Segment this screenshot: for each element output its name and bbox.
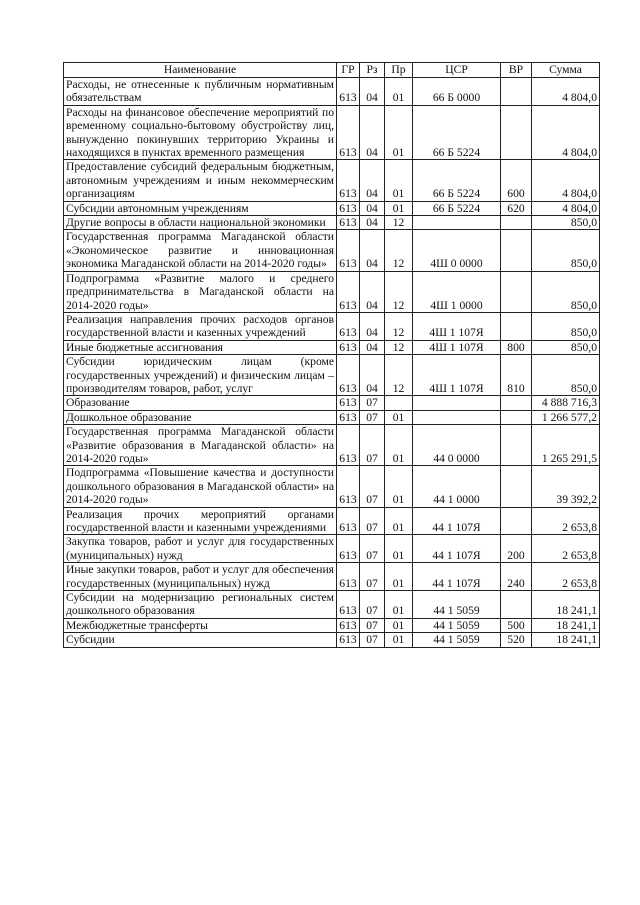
cell-pr: 01 [385,507,413,535]
table-row [64,230,600,271]
table-row [64,618,600,632]
cell-name: Расходы на финансовое обеспечение мероприятий по временному социально-бытовому обустройству лиц, вынужденно покинувших территорию Украины и находящихся в пунктах временного размещения [64,105,337,160]
cell-rz: 07 [360,535,385,563]
cell-gr: 613 [337,563,360,591]
cell-pr: 01 [385,201,413,215]
header-row [64,63,600,78]
header-name: Наименование [64,63,337,78]
cell-vr [501,271,532,312]
table-body [64,78,600,648]
cell-pr: 01 [385,78,413,106]
cell-rz: 04 [360,78,385,106]
cell-csr [413,410,501,424]
cell-gr: 613 [337,618,360,632]
cell-gr: 613 [337,425,360,466]
table-row [64,425,600,466]
cell-vr: 240 [501,563,532,591]
cell-sum: 850,0 [532,230,600,271]
table-row [64,633,600,647]
cell-gr: 613 [337,312,360,340]
cell-sum: 850,0 [532,271,600,312]
cell-gr: 613 [337,410,360,424]
table-row [64,216,600,230]
cell-csr: 4Ш 0 0000 [413,230,501,271]
cell-vr [501,216,532,230]
header-vr: ВР [501,63,532,78]
table-row [64,105,600,160]
cell-vr: 200 [501,535,532,563]
cell-csr: 44 1 5059 [413,633,501,647]
cell-csr: 4Ш 1 107Я [413,355,501,396]
cell-rz: 04 [360,312,385,340]
cell-vr [501,312,532,340]
cell-vr [501,105,532,160]
cell-vr: 800 [501,340,532,354]
cell-sum: 850,0 [532,216,600,230]
cell-rz: 07 [360,410,385,424]
cell-rz: 07 [360,507,385,535]
cell-pr: 01 [385,105,413,160]
cell-name: Подпрограмма «Повышение качества и доступности дошкольного образования в Магаданской области» на 2014-2020 годы» [64,466,337,507]
table-row [64,355,600,396]
cell-name: Государственная программа Магаданской области «Развитие образования в Магаданской области» на 2014-2020 годы» [64,425,337,466]
cell-rz: 04 [360,160,385,201]
cell-name: Государственная программа Магаданской области «Экономическое развитие и инновационная экономика Магаданской области на 2014-2020 годы» [64,230,337,271]
header-gr: ГР [337,63,360,78]
table-row [64,78,600,106]
cell-pr: 12 [385,216,413,230]
cell-pr: 01 [385,591,413,619]
cell-vr [501,425,532,466]
cell-pr: 01 [385,618,413,632]
cell-sum: 18 241,1 [532,633,600,647]
cell-gr: 613 [337,216,360,230]
cell-csr [413,216,501,230]
cell-vr: 500 [501,618,532,632]
cell-gr: 613 [337,160,360,201]
cell-pr: 01 [385,425,413,466]
cell-vr: 520 [501,633,532,647]
table-header [64,63,600,78]
cell-sum: 1 266 577,2 [532,410,600,424]
cell-rz: 07 [360,563,385,591]
cell-csr: 66 Б 5224 [413,201,501,215]
cell-csr: 4Ш 1 107Я [413,312,501,340]
cell-sum: 39 392,2 [532,466,600,507]
table-row [64,160,600,201]
cell-name: Межбюджетные трансферты [64,618,337,632]
cell-gr: 613 [337,230,360,271]
cell-sum: 1 265 291,5 [532,425,600,466]
cell-gr: 613 [337,633,360,647]
cell-vr: 810 [501,355,532,396]
cell-sum: 4 804,0 [532,160,600,201]
cell-pr: 12 [385,340,413,354]
cell-csr: 44 1 0000 [413,466,501,507]
budget-table [63,62,600,648]
cell-name: Субсидии юридическим лицам (кроме государственных учреждений) и физическим лицам – производителям товаров, работ, услуг [64,355,337,396]
cell-name: Другие вопросы в области национальной экономики [64,216,337,230]
table-row [64,507,600,535]
cell-csr: 44 1 5059 [413,591,501,619]
cell-pr: 01 [385,410,413,424]
cell-csr: 44 1 107Я [413,535,501,563]
cell-sum: 2 653,8 [532,535,600,563]
cell-name: Закупка товаров, работ и услуг для государственных (муниципальных) нужд [64,535,337,563]
cell-name: Иные закупки товаров, работ и услуг для обеспечения государственных (муниципальных) нужд [64,563,337,591]
cell-rz: 04 [360,216,385,230]
cell-pr: 12 [385,355,413,396]
cell-rz: 07 [360,425,385,466]
cell-vr [501,591,532,619]
cell-rz: 04 [360,230,385,271]
cell-csr: 4Ш 1 107Я [413,340,501,354]
cell-sum: 18 241,1 [532,618,600,632]
cell-sum: 2 653,8 [532,507,600,535]
cell-rz: 07 [360,618,385,632]
header-rz: Рз [360,63,385,78]
cell-pr: 01 [385,563,413,591]
cell-pr: 01 [385,633,413,647]
cell-vr [501,466,532,507]
cell-csr: 44 0 0000 [413,425,501,466]
cell-pr: 01 [385,466,413,507]
cell-sum: 4 888 716,3 [532,396,600,410]
cell-rz: 07 [360,396,385,410]
cell-sum: 2 653,8 [532,563,600,591]
cell-name: Реализация направления прочих расходов органов государственной власти и казенных учреждений [64,312,337,340]
cell-rz: 07 [360,466,385,507]
cell-name: Субсидии [64,633,337,647]
cell-vr: 600 [501,160,532,201]
cell-name: Предоставление субсидий федеральным бюджетным, автономным учреждениям и иным некоммерческим организациям [64,160,337,201]
table-row [64,466,600,507]
cell-rz: 04 [360,340,385,354]
table-row [64,201,600,215]
cell-pr [385,396,413,410]
table-row [64,535,600,563]
cell-name: Реализация прочих мероприятий органами государственной власти и казенными учреждениями [64,507,337,535]
cell-csr: 4Ш 1 0000 [413,271,501,312]
cell-sum: 4 804,0 [532,201,600,215]
cell-rz: 04 [360,105,385,160]
table-row [64,410,600,424]
cell-rz: 07 [360,633,385,647]
cell-vr [501,507,532,535]
cell-pr: 12 [385,271,413,312]
header-pr: Пр [385,63,413,78]
table-row [64,271,600,312]
cell-pr: 12 [385,312,413,340]
cell-rz: 04 [360,271,385,312]
cell-vr [501,410,532,424]
cell-gr: 613 [337,507,360,535]
table-row [64,563,600,591]
cell-gr: 613 [337,271,360,312]
cell-rz: 07 [360,591,385,619]
cell-sum: 850,0 [532,312,600,340]
cell-pr: 12 [385,230,413,271]
cell-sum: 4 804,0 [532,105,600,160]
cell-csr: 66 Б 5224 [413,160,501,201]
cell-name: Иные бюджетные ассигнования [64,340,337,354]
cell-sum: 850,0 [532,355,600,396]
cell-pr: 01 [385,160,413,201]
cell-pr: 01 [385,535,413,563]
cell-gr: 613 [337,105,360,160]
cell-csr [413,396,501,410]
header-csr: ЦСР [413,63,501,78]
header-sum: Сумма [532,63,600,78]
cell-name: Подпрограмма «Развитие малого и среднего предпринимательства в Магаданской области на 2014-2020 годы» [64,271,337,312]
cell-gr: 613 [337,355,360,396]
cell-gr: 613 [337,78,360,106]
cell-sum: 18 241,1 [532,591,600,619]
cell-name: Субсидии на модернизацию региональных систем дошкольного образования [64,591,337,619]
cell-csr: 44 1 107Я [413,507,501,535]
cell-name: Субсидии автономным учреждениям [64,201,337,215]
cell-vr [501,396,532,410]
cell-gr: 613 [337,340,360,354]
cell-csr: 44 1 107Я [413,563,501,591]
table-row [64,396,600,410]
cell-gr: 613 [337,591,360,619]
cell-name: Расходы, не отнесенные к публичным нормативным обязательствам [64,78,337,106]
table-row [64,312,600,340]
cell-vr [501,78,532,106]
cell-vr [501,230,532,271]
cell-rz: 04 [360,201,385,215]
table-row [64,591,600,619]
cell-name: Образование [64,396,337,410]
cell-csr: 66 Б 0000 [413,78,501,106]
table-row [64,340,600,354]
cell-sum: 4 804,0 [532,78,600,106]
cell-rz: 04 [360,355,385,396]
cell-sum: 850,0 [532,340,600,354]
cell-gr: 613 [337,201,360,215]
cell-vr: 620 [501,201,532,215]
cell-csr: 44 1 5059 [413,618,501,632]
cell-gr: 613 [337,466,360,507]
cell-csr: 66 Б 5224 [413,105,501,160]
cell-gr: 613 [337,396,360,410]
cell-name: Дошкольное образование [64,410,337,424]
cell-gr: 613 [337,535,360,563]
